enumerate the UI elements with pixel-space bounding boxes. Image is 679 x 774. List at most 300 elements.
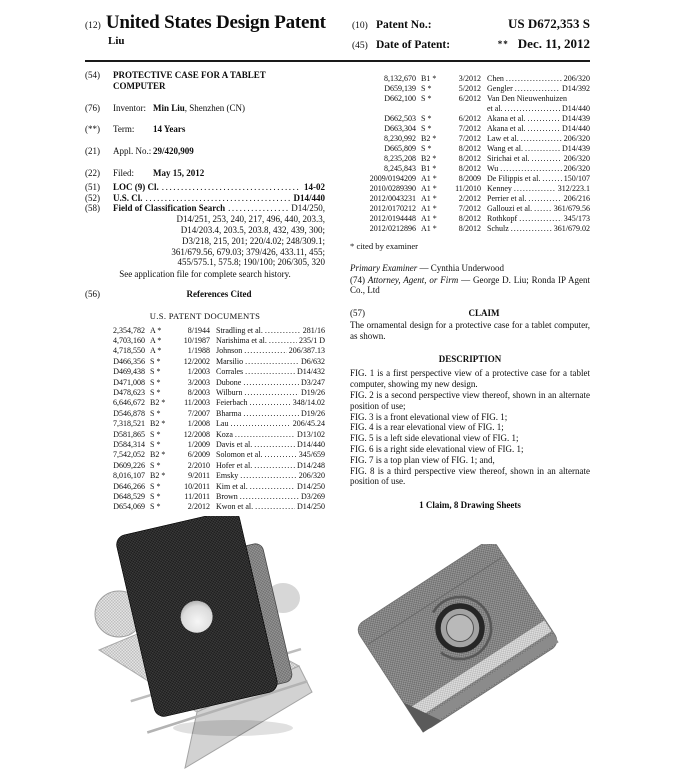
citation-date: 11/2011 bbox=[184, 492, 210, 502]
search-continuation: 361/679.56, 679.03; 379/426, 433.11, 455; bbox=[171, 246, 325, 257]
field-number-45: (45) bbox=[352, 41, 368, 51]
citation-kind: S * bbox=[421, 114, 432, 123]
figure-description bbox=[350, 368, 590, 390]
citation-number: 2010/0289390 bbox=[369, 184, 416, 193]
citation-row bbox=[350, 174, 590, 184]
citation-class: 235/1 D bbox=[299, 335, 325, 345]
field-51-loc-cl bbox=[85, 182, 325, 193]
citation-kind: A1 * bbox=[421, 194, 437, 203]
inventor-label: Inventor: bbox=[113, 102, 146, 113]
citation-kind: S * bbox=[150, 492, 161, 502]
citation-row bbox=[95, 346, 325, 356]
figure-label: FIG. 6 bbox=[350, 443, 374, 454]
citation-name: Van Den Nieuwenhuizen bbox=[487, 94, 567, 103]
citation-name: Akana et al. bbox=[487, 114, 526, 123]
description-title: DESCRIPTION bbox=[438, 353, 502, 364]
inventor-value bbox=[153, 103, 245, 114]
citation-class: 348/14.02 bbox=[292, 398, 325, 408]
claims-sheets-note: 1 Claim, 8 Drawing Sheets bbox=[419, 500, 521, 511]
dotted-leader bbox=[243, 378, 299, 388]
citation-row bbox=[95, 367, 325, 377]
citation-date: 3/2003 bbox=[187, 377, 210, 387]
citation-kind: B1 * bbox=[421, 164, 437, 173]
citation-number: D469,438 bbox=[113, 367, 145, 377]
citation-name: Hofer et al. bbox=[216, 460, 253, 470]
citation-kind: B2 * bbox=[150, 398, 166, 408]
field-number-10: (10) bbox=[352, 21, 368, 31]
dotted-leader bbox=[534, 204, 552, 214]
citation-kind: A * bbox=[150, 346, 162, 356]
citation-class: 345/659 bbox=[298, 450, 325, 460]
citation-row bbox=[95, 461, 325, 471]
citation-row bbox=[350, 194, 590, 204]
document-title: United States Design Patent bbox=[105, 12, 326, 33]
dotted-leader bbox=[245, 357, 299, 367]
citation-number: 8,235,208 bbox=[384, 154, 416, 163]
citation-row bbox=[95, 450, 325, 460]
citation-name: Wilburn bbox=[216, 387, 243, 397]
us-cl-value: D14/440 bbox=[293, 192, 325, 203]
figure-text: is a third perspective view thereof, shown in an alternate position of use. bbox=[350, 465, 590, 487]
dotted-leader bbox=[514, 184, 556, 194]
citation-number: 4,703,160 bbox=[113, 335, 145, 345]
citation-row bbox=[95, 326, 325, 336]
citation-kind: S * bbox=[421, 94, 432, 103]
figure-label: FIG. 7 bbox=[350, 454, 374, 465]
citation-row bbox=[95, 471, 325, 481]
citation-number: 8,016,107 bbox=[113, 471, 145, 481]
citation-kind: S * bbox=[150, 440, 161, 450]
patent-date-value: Dec. 11, 2012 bbox=[517, 36, 590, 51]
citation-class: 361/679.56 bbox=[553, 204, 590, 213]
citation-number: D659,139 bbox=[384, 84, 416, 93]
citation-row bbox=[95, 502, 325, 512]
citation-row bbox=[350, 184, 590, 194]
citation-class: 281/16 bbox=[302, 325, 325, 335]
patent-date-label: Date of Patent: bbox=[376, 39, 451, 51]
dotted-leader bbox=[265, 326, 301, 336]
citation-class: 206/320 bbox=[563, 134, 590, 143]
attorney-label: Attorney, Agent, or Firm bbox=[367, 274, 459, 285]
citation-class: 150/107 bbox=[563, 174, 590, 183]
field-76-inventor bbox=[85, 103, 325, 114]
references-cited-title: References Cited bbox=[186, 288, 252, 299]
dotted-leader bbox=[146, 193, 291, 204]
citation-date: 6/2012 bbox=[458, 114, 481, 123]
citation-class: D19/26 bbox=[301, 387, 325, 397]
citation-name: Law et al. bbox=[487, 134, 519, 143]
citation-name: Stradling et al. bbox=[216, 325, 263, 335]
figure-description bbox=[350, 390, 590, 412]
citation-row bbox=[95, 440, 325, 450]
citation-number: D581,865 bbox=[113, 429, 145, 439]
citation-number: D646,266 bbox=[113, 481, 145, 491]
dotted-leader bbox=[525, 144, 560, 154]
citation-number: 7,318,521 bbox=[113, 419, 145, 429]
citation-name: Koza bbox=[216, 429, 233, 439]
figure-description bbox=[350, 466, 590, 488]
figure-text: is a second perspective view thereof, shown in an alternate position of use; bbox=[350, 389, 591, 411]
citation-date: 2/2010 bbox=[187, 460, 210, 470]
citation-number: 8,230,992 bbox=[384, 134, 416, 143]
citation-name: Johnson bbox=[216, 346, 243, 356]
citation-class: 206/320 bbox=[563, 154, 590, 163]
figure-text: is a top plan view of FIG. 1; and, bbox=[375, 454, 495, 465]
citation-name: Corrales bbox=[216, 367, 244, 377]
citation-date: 3/2012 bbox=[458, 74, 481, 83]
citation-class: D14/432 bbox=[297, 367, 325, 377]
citation-row bbox=[350, 144, 590, 154]
citation-kind: A * bbox=[150, 335, 162, 345]
citation-number: 8,245,843 bbox=[384, 164, 416, 173]
citation-row bbox=[350, 224, 590, 234]
citation-class: D14/439 bbox=[562, 144, 590, 153]
field-term bbox=[85, 124, 325, 135]
citation-name: Wang et al. bbox=[487, 144, 524, 153]
citation-name: Akana et al. bbox=[487, 124, 526, 133]
drawing-perspective-standing-case bbox=[93, 516, 331, 774]
citation-row bbox=[95, 378, 325, 388]
citation-date: 1/1988 bbox=[187, 346, 210, 356]
citation-number: 2,354,782 bbox=[113, 325, 145, 335]
figure-description bbox=[350, 412, 590, 423]
citation-row bbox=[350, 214, 590, 224]
figure-text: is a front elevational view of FIG. 1; bbox=[375, 411, 508, 422]
citation-row bbox=[350, 204, 590, 214]
examiner-name: Cynthia Underwood bbox=[430, 262, 504, 273]
field-number-74: (74) bbox=[350, 274, 365, 285]
citation-number: 2012/0170212 bbox=[369, 204, 416, 213]
figure-description bbox=[350, 444, 590, 455]
dotted-leader bbox=[264, 450, 296, 460]
citation-class: D3/247 bbox=[301, 377, 325, 387]
search-value: D14/250, bbox=[291, 203, 325, 214]
search-continuation: 455/575.1, 575.8; 190/100; 206/305, 320 bbox=[177, 257, 325, 268]
citation-name: Kenney bbox=[487, 184, 512, 193]
citation-row bbox=[350, 114, 590, 124]
citation-date: 7/2012 bbox=[458, 204, 481, 213]
figure-description bbox=[350, 455, 590, 466]
citation-row bbox=[95, 419, 325, 429]
figure-description bbox=[350, 422, 590, 433]
citation-kind: S * bbox=[150, 408, 161, 418]
citation-kind: S * bbox=[150, 502, 161, 512]
citation-kind: S * bbox=[150, 387, 161, 397]
term-value: 14 Years bbox=[153, 124, 186, 135]
citation-row bbox=[95, 336, 325, 346]
search-continuation: D14/251, 253, 240, 217, 496, 440, 203.3, bbox=[176, 214, 325, 225]
filed-value: May 15, 2012 bbox=[153, 167, 205, 178]
citation-name: Gallouzi et al. bbox=[487, 204, 533, 213]
citation-date: 8/2012 bbox=[458, 214, 481, 223]
patent-number-value: US D672,353 S bbox=[508, 16, 590, 31]
citation-date: 8/1944 bbox=[187, 325, 210, 335]
field-52-us-cl bbox=[85, 193, 325, 204]
citation-kind: A1 * bbox=[421, 204, 437, 213]
primary-examiner-line bbox=[350, 263, 590, 274]
citation-number: 2012/0194448 bbox=[369, 214, 416, 223]
claim-text: The ornamental design for a protective case for a tablet computer, as shown. bbox=[350, 319, 590, 341]
dotted-leader bbox=[244, 346, 287, 356]
search-history-note: See application file for complete search history. bbox=[119, 269, 291, 280]
citation-number: D478,623 bbox=[113, 387, 145, 397]
patent-number-label: Patent No.: bbox=[376, 19, 432, 31]
citation-class: D14/250 bbox=[297, 502, 325, 512]
figure-text: is a left side elevational view of FIG. 1; bbox=[375, 433, 519, 444]
citation-name: Rothkopf bbox=[487, 214, 518, 223]
citation-name: Lau bbox=[216, 419, 229, 429]
citation-number: D665,809 bbox=[384, 144, 416, 153]
search-continuation: D14/203.4, 203.5, 203.8, 432, 439, 300; bbox=[180, 224, 325, 235]
citation-kind: S * bbox=[150, 367, 161, 377]
citation-date: 1/2008 bbox=[187, 419, 210, 429]
field-57-claim bbox=[350, 308, 590, 319]
field-number-12: (12) bbox=[85, 21, 101, 31]
dotted-leader bbox=[228, 203, 288, 214]
citation-class: D13/102 bbox=[297, 429, 325, 439]
dotted-leader bbox=[250, 482, 295, 492]
figure-text: is a rear elevational view of FIG. 1; bbox=[375, 422, 504, 433]
dotted-leader bbox=[230, 419, 290, 429]
header-divider bbox=[85, 60, 590, 62]
field-56-references bbox=[85, 289, 325, 300]
figure-label: FIG. 3 bbox=[350, 411, 374, 422]
field-number: (56) bbox=[85, 288, 100, 299]
citation-date: 10/2011 bbox=[184, 481, 210, 491]
citation-class: 206/320 bbox=[298, 471, 325, 481]
citation-number: D546,878 bbox=[113, 408, 145, 418]
dotted-leader bbox=[515, 84, 560, 94]
citation-number: 8,132,670 bbox=[384, 74, 416, 83]
citation-class: D14/439 bbox=[562, 114, 590, 123]
citation-row bbox=[95, 357, 325, 367]
dotted-leader bbox=[500, 164, 562, 174]
citation-date: 8/2012 bbox=[458, 224, 481, 233]
citation-name: et al. bbox=[487, 104, 503, 113]
field-number: (54) bbox=[85, 70, 100, 80]
citation-name: Sirichai et al. bbox=[487, 154, 530, 163]
citation-number: 2012/0043231 bbox=[369, 194, 416, 203]
citation-row bbox=[350, 134, 590, 144]
left-column bbox=[85, 70, 325, 513]
citation-row bbox=[350, 164, 590, 174]
citation-row bbox=[95, 388, 325, 398]
us-patent-documents-title: U.S. PATENT DOCUMENTS bbox=[149, 310, 261, 321]
search-label: Field of Classification Search bbox=[113, 203, 226, 214]
citation-kind: B2 * bbox=[421, 134, 437, 143]
citation-number: D663,304 bbox=[384, 124, 416, 133]
dotted-leader bbox=[519, 214, 562, 224]
citation-date: 10/1987 bbox=[183, 335, 210, 345]
dotted-leader bbox=[244, 388, 299, 398]
attorney-line bbox=[350, 275, 590, 297]
citation-number: D662,100 bbox=[384, 94, 416, 103]
figure-text: is a first perspective view of a protective case for a tablet computer, showing my new design. bbox=[350, 368, 590, 390]
citation-class: D3/269 bbox=[301, 492, 325, 502]
us-cl-label: U.S. Cl. bbox=[113, 192, 143, 203]
field-number: (76) bbox=[85, 102, 100, 113]
citation-class: D14/440 bbox=[297, 440, 325, 450]
citation-date: 12/2008 bbox=[183, 429, 210, 439]
header-right bbox=[352, 16, 590, 56]
citation-number: D584,314 bbox=[113, 440, 145, 450]
citation-date: 8/2009 bbox=[458, 174, 481, 183]
citation-date: 8/2012 bbox=[458, 154, 481, 163]
header-left bbox=[85, 12, 350, 47]
patent-number-row bbox=[352, 16, 590, 32]
citation-row bbox=[95, 430, 325, 440]
citation-row bbox=[95, 492, 325, 502]
description-section bbox=[350, 354, 590, 365]
citation-class: D14/248 bbox=[297, 460, 325, 470]
citation-class: 206/320 bbox=[563, 164, 590, 173]
citation-name: Feierbach bbox=[216, 398, 248, 408]
dotted-leader bbox=[250, 398, 291, 408]
citation-kind: S * bbox=[421, 144, 432, 153]
dotted-leader bbox=[245, 367, 295, 377]
dotted-leader bbox=[162, 182, 301, 193]
citation-date: 8/2003 bbox=[187, 387, 210, 397]
field-21-appl-no bbox=[85, 146, 325, 157]
dotted-leader bbox=[528, 194, 561, 204]
figure-label: FIG. 2 bbox=[350, 389, 374, 400]
field-number: (21) bbox=[85, 146, 100, 157]
citation-class: D6/632 bbox=[301, 356, 325, 366]
drawing-closed-case-back bbox=[346, 544, 590, 734]
citation-class: 206/387.13 bbox=[288, 346, 325, 356]
field-number: (58) bbox=[85, 203, 100, 214]
citation-kind: A1 * bbox=[421, 224, 437, 233]
patent-date-row bbox=[352, 36, 590, 52]
citation-number: D654,069 bbox=[113, 502, 145, 512]
term-label: Term: bbox=[113, 124, 135, 135]
citation-kind: B2 * bbox=[150, 419, 166, 429]
citation-date: 2/2012 bbox=[458, 194, 481, 203]
field-number: (22) bbox=[85, 167, 100, 178]
citation-date: 9/2011 bbox=[188, 471, 210, 481]
claim-title: CLAIM bbox=[468, 308, 500, 319]
appl-no-label: Appl. No.: bbox=[113, 146, 152, 157]
filed-label: Filed: bbox=[113, 167, 135, 178]
attorney-value: George D. Liu; Ronda IP Agent Co., Ltd bbox=[350, 274, 591, 296]
right-column bbox=[350, 70, 590, 511]
citation-number: 6,646,672 bbox=[113, 398, 145, 408]
citation-date: 2/2012 bbox=[187, 502, 210, 512]
citation-number: 7,542,052 bbox=[113, 450, 145, 460]
citation-row bbox=[350, 124, 590, 134]
citation-number: D609,226 bbox=[113, 460, 145, 470]
dotted-leader bbox=[542, 174, 561, 184]
search-continuation: D3/218, 215, 201; 220/4.02; 248/309.1; bbox=[181, 235, 325, 246]
inventor-name: Min Liu bbox=[153, 102, 185, 113]
citation-date: 6/2009 bbox=[187, 450, 210, 460]
dotted-leader bbox=[269, 336, 297, 346]
citation-class: 206/320 bbox=[563, 74, 590, 83]
citation-date: 8/2012 bbox=[458, 164, 481, 173]
citation-date: 7/2007 bbox=[187, 408, 210, 418]
citation-name: Emsky bbox=[216, 471, 239, 481]
figure-label: FIG. 1 bbox=[350, 368, 375, 379]
citation-number: 2009/0194209 bbox=[369, 174, 416, 183]
dotted-leader bbox=[527, 114, 560, 124]
citation-row bbox=[350, 104, 590, 114]
citation-date: 1/2009 bbox=[187, 440, 210, 450]
dotted-leader bbox=[240, 471, 297, 481]
citation-name: Davis et al. bbox=[216, 440, 253, 450]
citation-number: 2012/0212896 bbox=[369, 224, 416, 233]
citation-kind: S * bbox=[150, 460, 161, 470]
citation-kind: S * bbox=[421, 84, 432, 93]
cited-by-examiner-note: * cited by examiner bbox=[350, 241, 419, 251]
citation-name: Chen bbox=[487, 74, 504, 83]
appl-no-value: 29/420,909 bbox=[153, 146, 194, 157]
citation-kind: S * bbox=[150, 377, 161, 387]
term-stars: ** bbox=[497, 39, 509, 49]
citation-kind: S * bbox=[150, 481, 161, 491]
citation-kind: A1 * bbox=[421, 184, 437, 193]
citation-date: 7/2012 bbox=[458, 124, 481, 133]
citation-kind: S * bbox=[150, 356, 161, 366]
citation-name: Gengler bbox=[487, 84, 513, 93]
citation-kind: B1 * bbox=[421, 74, 437, 83]
inventor-surname: Liu bbox=[108, 35, 125, 47]
citation-row bbox=[95, 398, 325, 408]
citation-date: 12/2002 bbox=[183, 356, 210, 366]
figure-text: is a right side elevational view of FIG. 1; bbox=[375, 443, 524, 454]
citation-kind: B2 * bbox=[150, 471, 166, 481]
figure-label: FIG. 8 bbox=[350, 465, 375, 476]
figure-description bbox=[350, 433, 590, 444]
citation-name: Perrier et al. bbox=[487, 194, 527, 203]
figure-label: FIG. 4 bbox=[350, 422, 374, 433]
em-dash: — bbox=[461, 274, 471, 285]
citation-name: Solomon et al. bbox=[216, 450, 263, 460]
citation-date: 11/2003 bbox=[184, 398, 210, 408]
citation-kind: B2 * bbox=[421, 154, 437, 163]
em-dash: — bbox=[419, 262, 429, 273]
inventor-location: , Shenzhen (CN) bbox=[184, 102, 246, 113]
dotted-leader bbox=[527, 124, 560, 134]
field-number: (57) bbox=[350, 308, 365, 319]
citation-name: Schulz bbox=[487, 224, 509, 233]
citation-name: Wu bbox=[487, 164, 499, 173]
citation-name: De Filippis et al. bbox=[487, 174, 541, 183]
examiner-label: Primary Examiner bbox=[350, 262, 418, 273]
dotted-leader bbox=[235, 430, 295, 440]
citation-date: 7/2012 bbox=[458, 134, 481, 143]
citation-kind: A1 * bbox=[421, 174, 437, 183]
dotted-leader bbox=[511, 224, 552, 234]
citation-row bbox=[350, 154, 590, 164]
citation-name: Kwon et al. bbox=[216, 502, 254, 512]
citation-row bbox=[95, 409, 325, 419]
dotted-leader bbox=[255, 502, 295, 512]
citation-row bbox=[350, 74, 590, 84]
loc-cl-label: LOC (9) Cl. bbox=[113, 181, 159, 192]
citation-class: 345/173 bbox=[563, 214, 590, 223]
citation-date: 11/2010 bbox=[455, 184, 481, 193]
citation-class: D14/392 bbox=[562, 84, 590, 93]
dotted-leader bbox=[243, 409, 299, 419]
citation-number: D648,529 bbox=[113, 492, 145, 502]
citation-name: Bharma bbox=[216, 408, 242, 418]
field-22-filed bbox=[85, 168, 325, 179]
citation-class: D19/26 bbox=[301, 408, 325, 418]
citation-kind: B2 * bbox=[150, 450, 166, 460]
citation-kind: S * bbox=[150, 429, 161, 439]
dotted-leader bbox=[506, 74, 562, 84]
citation-row bbox=[350, 94, 590, 104]
